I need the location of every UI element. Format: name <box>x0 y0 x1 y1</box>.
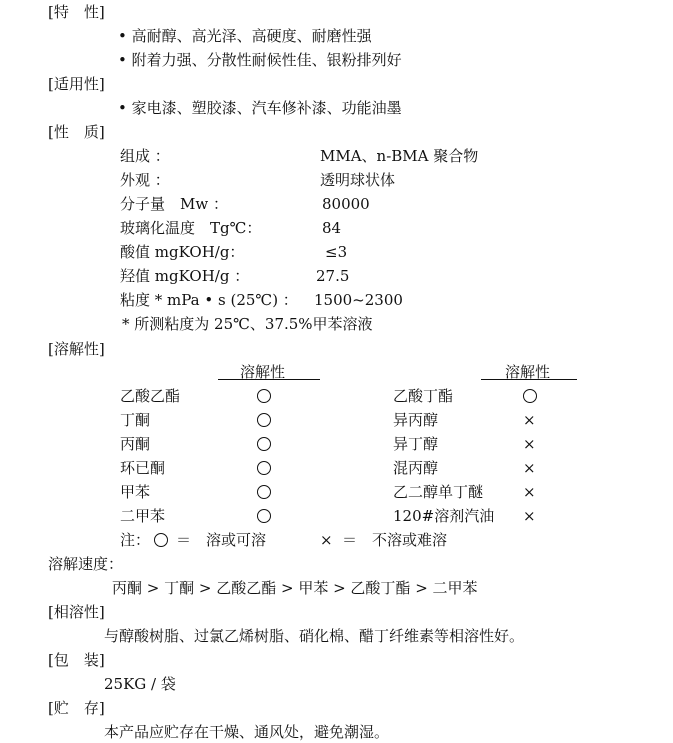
solvent-left-2: 丁酮 <box>120 411 151 429</box>
applicability-item-1: • 家电漆、塑胶漆、汽车修补漆、功能油墨 <box>118 99 402 117</box>
property-label-appearance: 外观 ： <box>120 171 170 189</box>
solubility-header-underline-left <box>218 379 320 380</box>
solvent-right-1: 乙酸丁酯 <box>393 387 454 405</box>
property-value-acid-value: ≤3 <box>325 243 348 261</box>
insoluble-cross-icon: × <box>523 483 536 501</box>
property-value-viscosity: 1500~2300 <box>314 291 403 309</box>
solvent-left-3: 丙酮 <box>120 435 151 453</box>
compatibility-text: 与醇酸树脂、过氯乙烯树脂、硝化棉、醋丁纤维素等相溶性好。 <box>104 627 525 645</box>
solvent-left-4: 环已酮 <box>120 459 166 477</box>
solubility-header-underline-right <box>481 379 577 380</box>
soluble-circle-icon <box>257 413 271 427</box>
soluble-circle-icon <box>257 437 271 451</box>
solvent-left-5: 甲苯 <box>120 483 151 501</box>
property-label-hydroxyl-value: 羟值 mgKOH/g ： <box>120 267 250 285</box>
solubility-column-header-left: 溶解性 <box>240 363 286 381</box>
storage-text: 本产品应贮存在干燥、通风处，避免潮湿。 <box>104 723 390 741</box>
insoluble-cross-icon: × <box>523 459 536 477</box>
packaging-text: 25KG / 袋 <box>104 675 176 693</box>
soluble-circle-icon <box>257 389 271 403</box>
legend-soluble-text: ＝ 溶或可溶 <box>176 531 267 549</box>
compatibility-heading: [相溶性] <box>48 603 105 621</box>
insoluble-cross-icon: × <box>523 507 536 525</box>
property-value-appearance: 透明球状体 <box>320 171 396 189</box>
packaging-heading: [包 装] <box>48 651 105 669</box>
property-label-acid-value: 酸值 mgKOH/g： <box>120 243 245 261</box>
properties-heading: [性 质] <box>48 123 105 141</box>
solubility-heading: [溶解性] <box>48 340 105 358</box>
legend-prefix: 注： <box>120 531 151 549</box>
soluble-circle-icon <box>523 389 537 403</box>
viscosity-note: * 所测粘度为 25℃、37.5%甲苯溶液 <box>122 315 373 333</box>
applicability-heading: [适用性] <box>48 75 105 93</box>
soluble-circle-icon <box>257 509 271 523</box>
property-label-tg: 玻璃化温度 Tg℃： <box>120 219 262 237</box>
solvent-left-6: 二甲苯 <box>120 507 166 525</box>
property-value-hydroxyl-value: 27.5 <box>316 267 350 285</box>
soluble-circle-icon <box>154 533 168 547</box>
insoluble-cross-icon: × <box>320 531 333 549</box>
soluble-circle-icon <box>257 485 271 499</box>
solvent-right-2: 异丙醇 <box>393 411 439 429</box>
solubility-column-header-right: 溶解性 <box>505 363 551 381</box>
feature-item-1: • 高耐醇、高光泽、高硬度、耐磨性强 <box>118 27 372 45</box>
insoluble-cross-icon: × <box>523 435 536 453</box>
solvent-right-4: 混丙醇 <box>393 459 439 477</box>
solvent-right-6: 120#溶剂汽油 <box>393 507 495 525</box>
property-value-molecular-weight: 80000 <box>322 195 370 213</box>
solvent-right-3: 异丁醇 <box>393 435 439 453</box>
legend-insoluble-text: ＝ 不溶或难溶 <box>342 531 448 549</box>
features-heading: [特 性] <box>48 3 105 21</box>
property-label-viscosity: 粘度 * mPa • s (25℃) ： <box>120 291 298 309</box>
soluble-circle-icon <box>257 461 271 475</box>
property-value-tg: 84 <box>322 219 342 237</box>
property-value-composition: MMA、n-BMA 聚合物 <box>320 147 479 165</box>
solvent-right-5: 乙二醇单丁醚 <box>393 483 484 501</box>
dissolution-speed-order: 丙酮 > 丁酮 > 乙酸乙酯 > 甲苯 > 乙酸丁酯 > 二甲苯 <box>112 579 478 597</box>
insoluble-cross-icon: × <box>523 411 536 429</box>
dissolution-speed-heading: 溶解速度： <box>48 555 124 573</box>
property-label-composition: 组成 ： <box>120 147 170 165</box>
solvent-left-1: 乙酸乙酯 <box>120 387 181 405</box>
property-label-molecular-weight: 分子量 Mw ： <box>120 195 228 213</box>
storage-heading: [贮 存] <box>48 699 105 717</box>
feature-item-2: • 附着力强、分散性耐候性佳、银粉排列好 <box>118 51 402 69</box>
